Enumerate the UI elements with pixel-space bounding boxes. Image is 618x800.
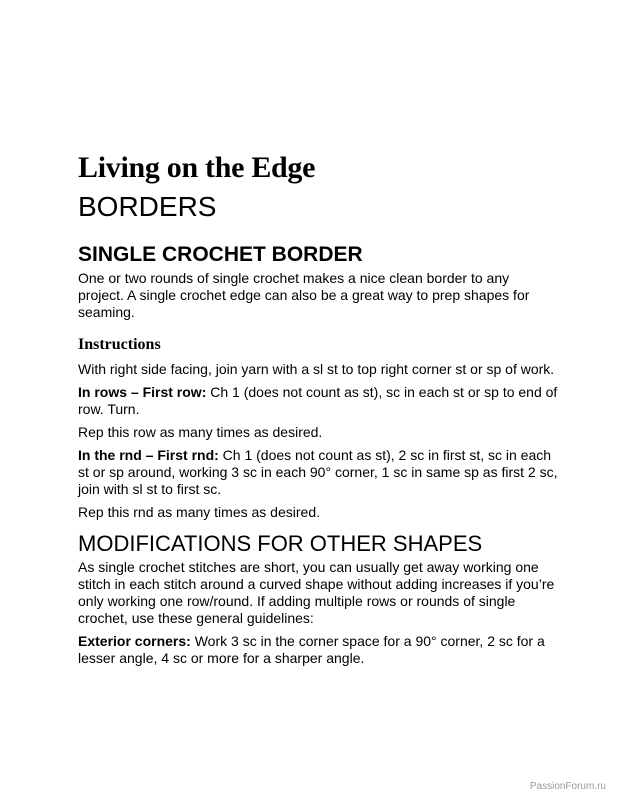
modifications-heading: MODIFICATIONS FOR OTHER SHAPES xyxy=(78,531,483,556)
rows-label: In rows – First row: xyxy=(78,384,207,400)
instruction-rows-repeat: Rep this row as many times as desired. xyxy=(78,424,323,440)
single-crochet-intro: One or two rounds of single crochet makes a nice clean border to any project. A single crochet edge can also be a great way to prep shapes for seaming. xyxy=(78,270,530,320)
chapter-title: Living on the Edge xyxy=(78,151,316,184)
watermark: PassionForum.ru xyxy=(529,781,606,792)
exterior-label: Exterior corners: xyxy=(78,633,191,649)
modifications-intro: As single crochet stitches are short, you can usually get away working one stitch in each stitch around a curved shape without adding increases if you’re only working one row/round. If adding multiple rows or rounds of single crochet, use these general guidelines: xyxy=(78,559,555,626)
instruction-step-1: With right side facing, join yarn with a sl st to top right corner st or sp of work. xyxy=(78,361,555,377)
document-page xyxy=(78,150,558,673)
single-crochet-heading: SINGLE CROCHET BORDER xyxy=(78,243,363,266)
instruction-rnd xyxy=(78,447,558,498)
rows-text: Ch 1 (does not count as st), sc in each st or sp to end of row. Turn. xyxy=(78,384,558,417)
section-title: BORDERS xyxy=(78,191,217,222)
instruction-rnd-repeat: Rep this rnd as many times as desired. xyxy=(78,504,320,520)
exterior-text: Work 3 sc in the corner space for a 90° corner, 2 sc for a lesser angle, 4 sc or more for a sharper angle. xyxy=(78,633,545,666)
rnd-label: In the rnd – First rnd: xyxy=(78,447,219,463)
exterior-corners xyxy=(78,633,558,667)
instructions-heading: Instructions xyxy=(78,336,161,353)
instruction-rows xyxy=(78,384,558,418)
rnd-text: Ch 1 (does not count as st), 2 sc in first st, sc in each st or sp around, working 3 sc in each 90° corner, 1 sc in same sp as first 2 sc, join with sl st to first sc. xyxy=(78,447,558,497)
